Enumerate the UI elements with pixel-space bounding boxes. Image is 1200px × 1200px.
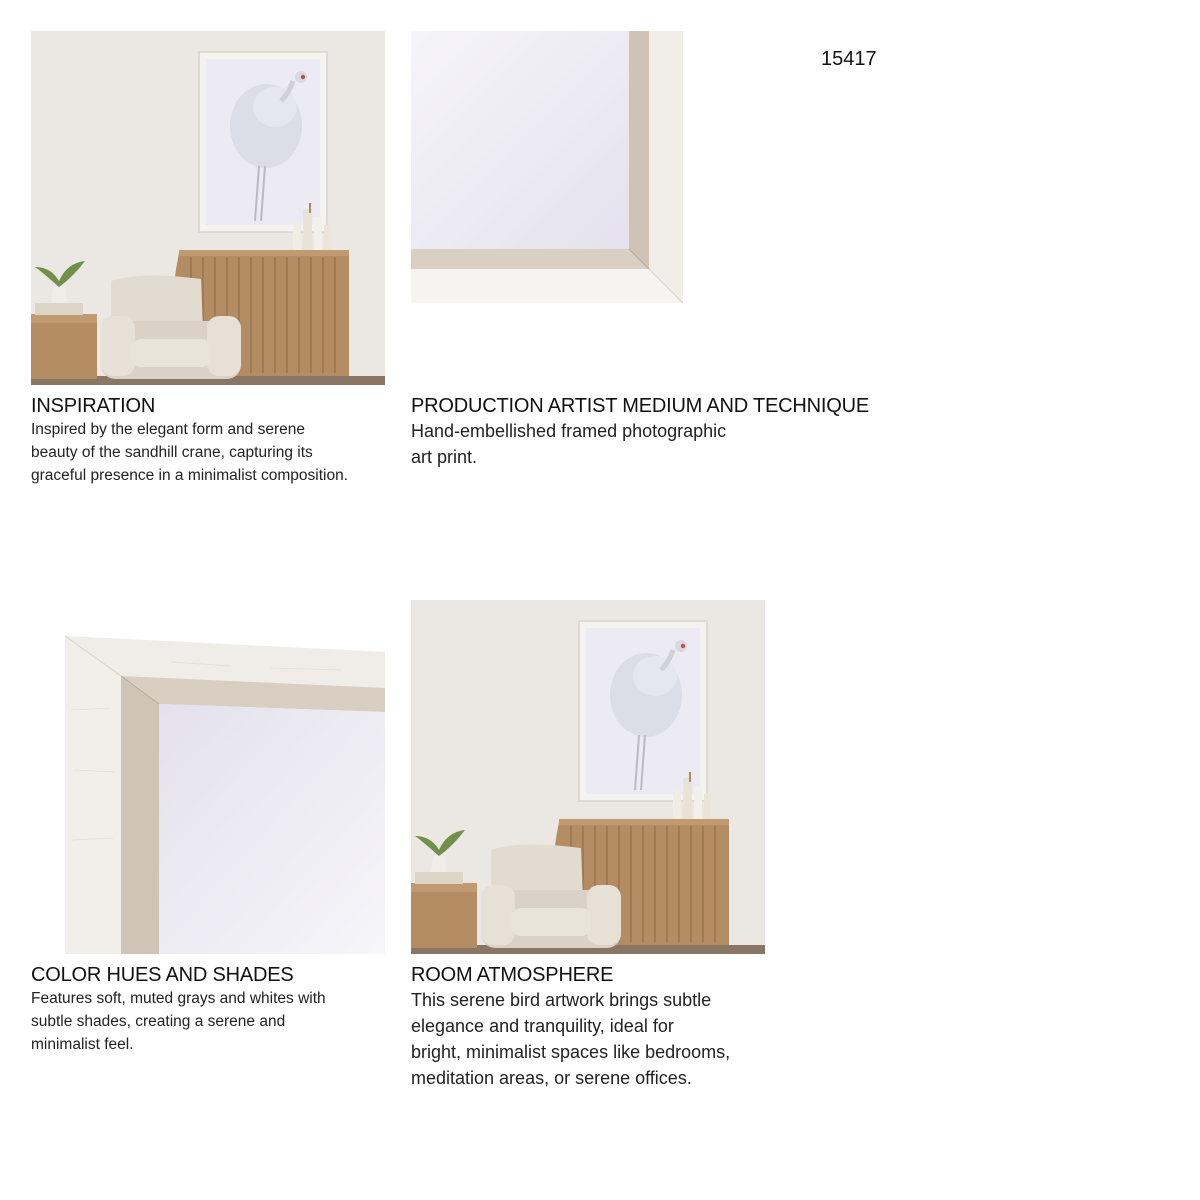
room-atmosphere-line: elegance and tranquility, ideal for <box>411 1016 674 1036</box>
room-atmosphere-line: This serene bird artwork brings subtle <box>411 990 712 1010</box>
inspiration-line: Inspired by the elegant form and serene <box>31 421 306 438</box>
production-line: Hand-embellished framed photographic <box>411 421 727 441</box>
color-hues-heading: COLOR HUES AND SHADES <box>31 964 294 986</box>
inspiration-line: graceful presence in a minimalist composition. <box>31 467 349 484</box>
room-atmosphere-line: bright, minimalist spaces like bedrooms, <box>411 1042 731 1062</box>
room-scene-illustration-2 <box>411 600 765 954</box>
color-hues-line: Features soft, muted grays and whites with <box>31 990 326 1007</box>
room-atmosphere-heading: ROOM ATMOSPHERE <box>411 964 614 986</box>
inspiration-body <box>31 418 401 487</box>
production-body <box>411 418 791 470</box>
color-hues-line: minimalist feel. <box>31 1036 134 1053</box>
room-atmosphere-body <box>411 987 791 1091</box>
room-scene-photo-2 <box>411 600 765 954</box>
room-scene-photo-1 <box>31 31 385 385</box>
product-sku: 15417 <box>821 48 877 70</box>
color-hues-body <box>31 987 401 1056</box>
color-hues-line: subtle shades, creating a serene and <box>31 1013 286 1030</box>
production-line: art print. <box>411 447 478 467</box>
production-heading: PRODUCTION ARTIST MEDIUM AND TECHNIQUE <box>411 395 870 417</box>
frame-corner-closeup-1 <box>411 31 683 303</box>
frame-corner-illustration <box>411 31 683 303</box>
inspiration-line: beauty of the sandhill crane, capturing its <box>31 444 313 461</box>
room-atmosphere-line: meditation areas, or serene offices. <box>411 1068 692 1088</box>
inspiration-heading: INSPIRATION <box>31 395 156 417</box>
room-scene-illustration <box>31 31 385 385</box>
frame-corner-closeup-2 <box>31 600 385 954</box>
frame-corner-illustration-2 <box>31 600 385 954</box>
